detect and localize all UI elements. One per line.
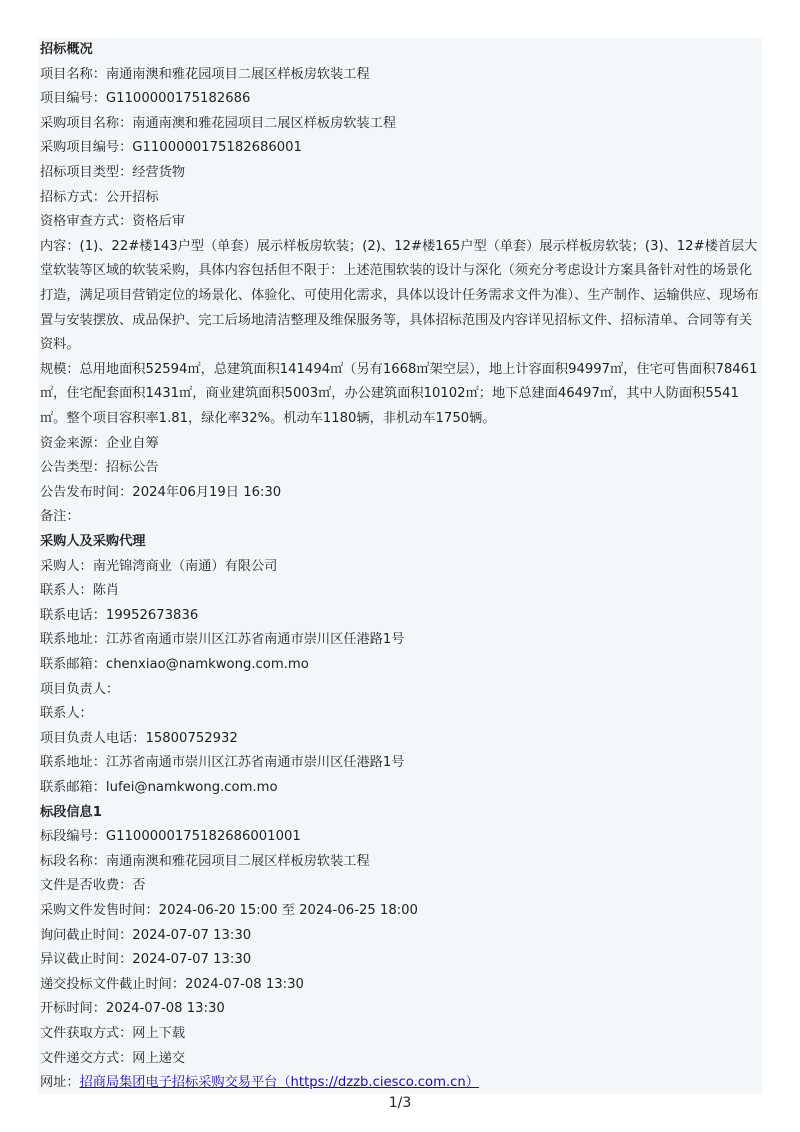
buyer: 采购人：南光锦湾商业（南通）有限公司 xyxy=(40,558,278,574)
content-paragraph: 内容：(1)、22#楼143户型（单套）展示样板房软装；(2)、12#楼165户型（单套）展示样板房软装；(3)、12#楼首层大堂软装等区域的软装采购，具体内容包括但不限于：上述范围软装的设计与深化（须充分考虑设计方案具备针对性的场景化打造，满足项目营销定位的场景化、体验化、可使用化需求，具体以设计任务需求文件为准）、生产制作、运输供应、现场布置与安装摆放、成品保护、完工后场地清洁整理及维保服务等，具体招标范围及内容详见招标文件、招标清单、合同等有关资料。 xyxy=(40,238,759,353)
section-heading-lot: 标段信息1 xyxy=(40,804,102,820)
contact-person: 联系人：陈肖 xyxy=(40,583,120,599)
qualification-review: 资格审查方式：资格后审 xyxy=(40,214,186,230)
leader-phone: 项目负责人电话：15800752932 xyxy=(40,730,238,746)
objection-deadline: 异议截止时间：2024-07-07 13:30 xyxy=(40,952,252,968)
contact-person-2: 联系人： xyxy=(40,706,93,722)
funding-source: 资金来源：企业自筹 xyxy=(40,435,159,451)
remark: 备注： xyxy=(40,509,80,525)
notice-type: 公告类型：招标公告 xyxy=(40,460,159,476)
page-number: 1/3 xyxy=(388,1095,412,1111)
lot-no: 标段编号：G1100000175182686001001 xyxy=(40,829,301,845)
lot-name: 标段名称：南通南澳和雅花园项目二展区样板房软装工程 xyxy=(40,853,370,869)
publish-time: 公告发布时间：2024年06月19日 16:30 xyxy=(40,484,282,500)
contact-address-2: 联系地址：江苏省南通市崇川区江苏省南通市崇川区任港路1号 xyxy=(40,755,405,771)
purchase-no: 采购项目编号：G1100000175182686001 xyxy=(40,140,302,156)
project-name: 项目名称：南通南澳和雅花园项目二展区样板房软装工程 xyxy=(40,66,370,82)
section-heading-purchaser: 采购人及采购代理 xyxy=(40,534,146,549)
contact-email-2: 联系邮箱：lufei@namkwong.com.mo xyxy=(40,780,278,795)
open-time: 开标时间：2024-07-08 13:30 xyxy=(40,1001,225,1017)
project-leader: 项目负责人： xyxy=(40,681,120,697)
sale-time: 采购文件发售时间：2024-06-20 15:00 至 2024-06-25 18:00 xyxy=(40,903,418,918)
purchase-name: 采购项目名称：南通南澳和雅花园项目二展区样板房软装工程 xyxy=(40,115,397,131)
contact-phone: 联系电话：19952673836 xyxy=(40,607,199,623)
contact-address: 联系地址：江苏省南通市崇川区江苏省南通市崇川区任港路1号 xyxy=(40,632,405,648)
fee-required: 文件是否收费：否 xyxy=(40,878,146,894)
url-label: 网址： xyxy=(40,1075,80,1091)
submit-deadline: 递交投标文件截止时间：2024-07-08 13:30 xyxy=(40,976,304,992)
scale-paragraph: 规模：总用地面积52594㎡，总建筑面积141494㎡（另有1668㎡架空层），地上计容面积94997㎡，住宅可售面积78461㎡，住宅配套面积1431㎡，商业建筑面积5003㎡，办公建筑面积10102㎡；地下总建面46497㎡，其中人防面积5541㎡。整个项目容积率1.81，绿化率32%。机动车1180辆，非机动车1750辆。 xyxy=(40,361,758,426)
contact-email: 联系邮箱：chenxiao@namkwong.com.mo xyxy=(40,657,309,672)
tender-method: 招标方式：公开招标 xyxy=(40,189,159,205)
section-heading-overview: 招标概况 xyxy=(40,42,93,57)
url-row xyxy=(40,1071,762,1096)
inquiry-deadline: 询问截止时间：2024-07-07 13:30 xyxy=(40,927,252,943)
obtain-method: 文件获取方式：网上下载 xyxy=(40,1026,186,1041)
project-no: 项目编号：G1100000175182686 xyxy=(40,91,251,107)
project-type: 招标项目类型：经营货物 xyxy=(40,165,186,180)
platform-link[interactable]: 招商局集团电子招标采购交易平台（https://dzzb.ciesco.com.cn） xyxy=(79,1075,479,1091)
submit-method: 文件递交方式：网上递交 xyxy=(40,1050,186,1066)
